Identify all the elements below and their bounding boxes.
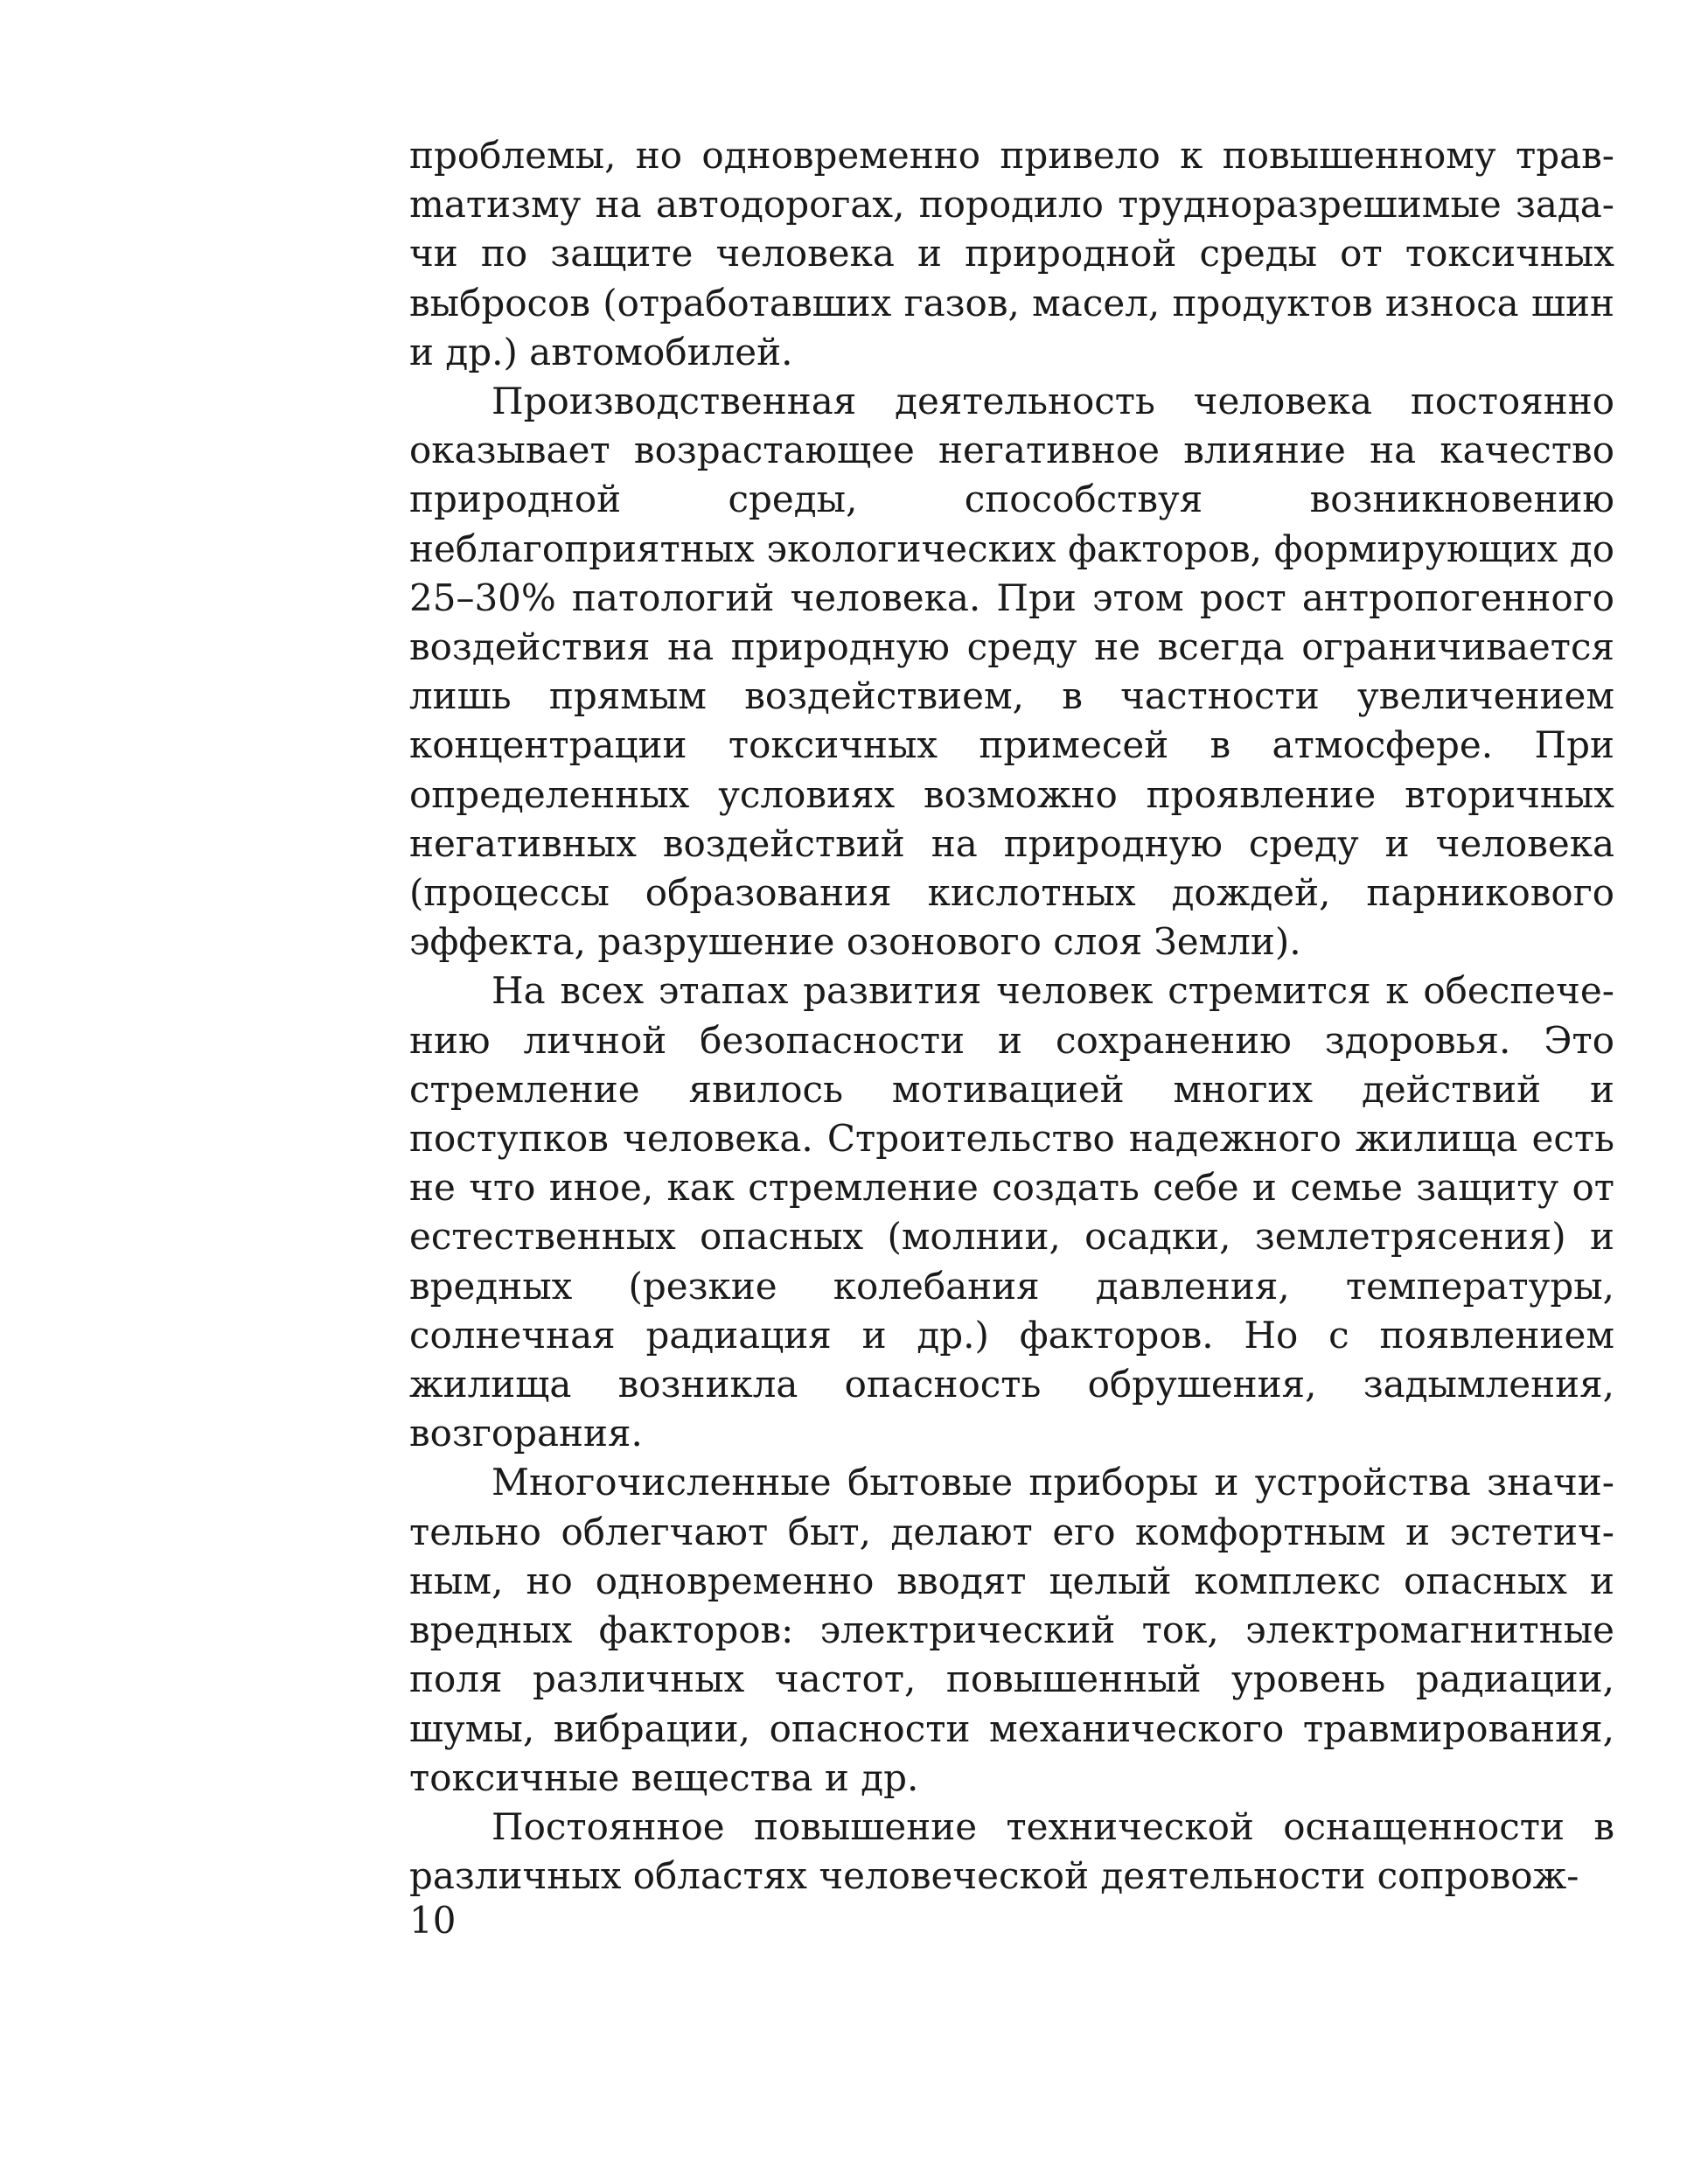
paragraph-household-devices: Многочисленные бытовые приборы и устройства значительно облегчают быт, делают его комфортным и эстетичным, но одновременно вводят целый комплекс опасных и вредных факторов: электрический ток, электромагнитные поля различных частот, повышенный уровень радиации, шумы, вибрации, опасности механического травмирования, токсичные вещества и др.: [409, 1461, 1614, 1799]
paragraph-production-activity: Производственная деятельность человека постоянно оказывает возрастающее негативное влияние на качество природной среды, способствуя возникновению неблагоприятных экологических факторов, формирующих до 25–30% патологий человека. При этом рост антропогенного воздействия на природную среду не всегда ограничивается лишь прямым воздействием, в частности увеличением концентрации токсичных примесей в атмосфере. При определенных условиях возможно проявление вторичных негативных воздействий на природную среду и человека (процессы образования кислотных дождей, парникового эффекта, разрушение озонового слоя Земли).: [409, 380, 1614, 964]
paragraph-human-safety: На всех этапах развития человек стремится к обеспечению личной безопасности и сохранению здоровья. Это стремление явилось мотивацией многих действий и поступков человека. Строительство надежного жилища есть не что иное, как стремление создать себе и семье защиту от естественных опасных (молнии, осадки, землетрясения) и вредных (резкие колебания давления, температуры, солнечная радиация и др.) факторов. Но с появлением жилища возникла опасность обрушения, задымления, возгорания.: [409, 969, 1614, 1455]
page-number: 10: [409, 1899, 457, 1942]
paragraph-continuation: проблемы, но одновременно привело к повышенному травmатизму на автодорогах, породило трудноразрешимые задачи по защите человека и природной среды от токсичных выбросов (отработавших газов, масел, продуктов износа шин и др.) автомобилей.: [409, 134, 1614, 373]
paragraph-technical-equipment: Постоянное повышение технической оснащенности в различных областях человеческой деятельности сопровож-: [409, 1804, 1614, 1898]
page-body: [409, 131, 1614, 1901]
